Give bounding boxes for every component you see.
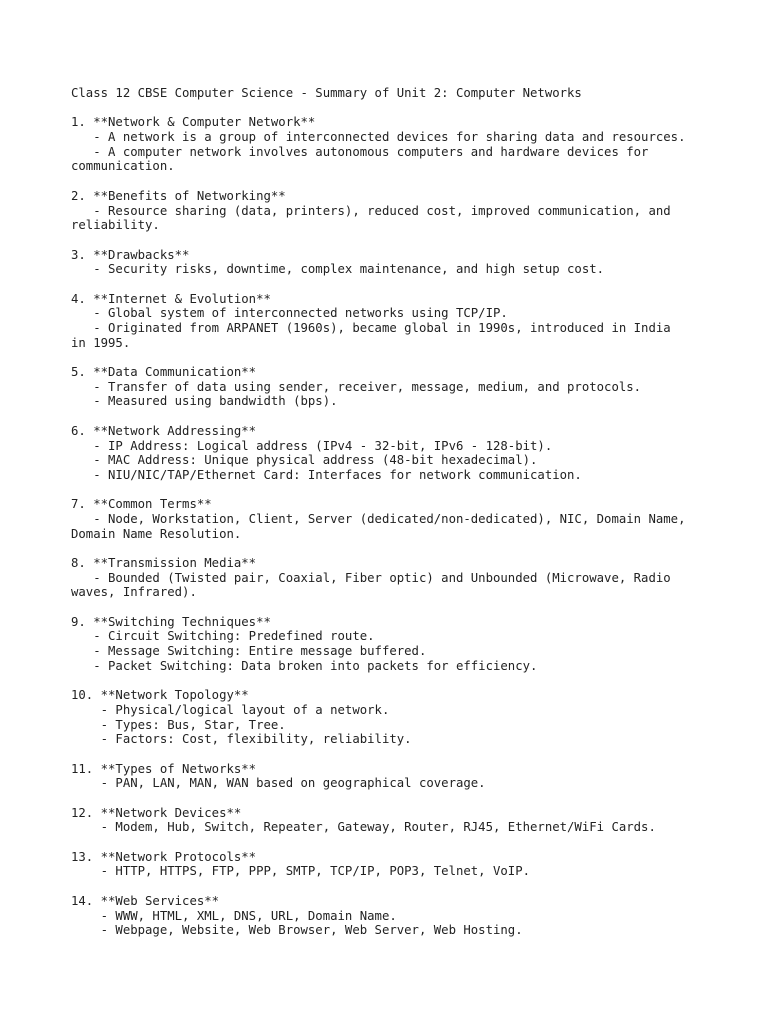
section-line: - PAN, LAN, MAN, WAN based on geographical coverage. xyxy=(71,776,486,791)
section-transmission-media xyxy=(71,556,711,600)
section-line: Domain Name Resolution. xyxy=(71,526,242,541)
section-drawbacks xyxy=(71,248,711,277)
section-heading: 7. **Common Terms** xyxy=(71,497,212,512)
document-page xyxy=(71,86,711,953)
section-line: - MAC Address: Unique physical address (48-bit hexadecimal). xyxy=(71,453,538,468)
section-heading: 12. **Network Devices** xyxy=(71,805,242,820)
section-line: - Webpage, Website, Web Browser, Web Server, Web Hosting. xyxy=(71,923,523,938)
section-line: - WWW, HTML, XML, DNS, URL, Domain Name. xyxy=(71,908,397,923)
section-line: - Resource sharing (data, printers), reduced cost, improved communication, and xyxy=(71,203,671,218)
section-network-protocols xyxy=(71,850,711,879)
section-internet-evolution xyxy=(71,292,711,351)
section-line: - Originated from ARPANET (1960s), became global in 1990s, introduced in India xyxy=(71,321,671,335)
section-line: - NIU/NIC/TAP/Ethernet Card: Interfaces for network communication. xyxy=(71,467,582,482)
section-network-devices xyxy=(71,806,711,835)
section-line: - Security risks, downtime, complex maintenance, and high setup cost. xyxy=(71,262,605,277)
section-types-of-networks xyxy=(71,762,711,791)
section-heading: 3. **Drawbacks** xyxy=(71,247,190,262)
section-network-computer-network xyxy=(71,115,711,174)
section-heading: 10. **Network Topology** xyxy=(71,688,249,703)
section-line: reliability. xyxy=(71,218,160,233)
section-line: - Types: Bus, Star, Tree. xyxy=(71,717,286,732)
section-line: - Physical/logical layout of a network. xyxy=(71,702,390,717)
section-heading: 13. **Network Protocols** xyxy=(71,849,257,864)
section-data-communication xyxy=(71,365,711,409)
section-line: - Node, Workstation, Client, Server (dedicated/non-dedicated), NIC, Domain Name, xyxy=(71,511,686,526)
section-line: - IP Address: Logical address (IPv4 - 32-bit, IPv6 - 128-bit). xyxy=(71,438,553,453)
section-common-terms xyxy=(71,497,711,541)
section-line: - Circuit Switching: Predefined route. xyxy=(71,629,375,644)
section-line: communication. xyxy=(71,159,175,174)
section-heading: 4. **Internet & Evolution** xyxy=(71,291,271,306)
section-heading: 2. **Benefits of Networking** xyxy=(71,188,286,203)
section-heading: 14. **Web Services** xyxy=(71,893,220,908)
section-switching-techniques xyxy=(71,615,711,674)
section-line: - Modem, Hub, Switch, Repeater, Gateway, Router, RJ45, Ethernet/WiFi Cards. xyxy=(71,820,656,835)
section-line: - Transfer of data using sender, receiver, message, medium, and protocols. xyxy=(71,379,642,394)
section-line: waves, Infrared). xyxy=(71,585,197,600)
section-web-services xyxy=(71,894,711,938)
section-line: - Bounded (Twisted pair, Coaxial, Fiber optic) and Unbounded (Microwave, Radio xyxy=(71,570,671,585)
section-line: - A network is a group of interconnected devices for sharing data and resources. xyxy=(71,130,686,145)
section-heading: 9. **Switching Techniques** xyxy=(71,614,271,629)
section-list xyxy=(71,115,711,938)
section-heading: 11. **Types of Networks** xyxy=(71,761,257,776)
section-network-addressing xyxy=(71,424,711,483)
section-line: in 1995. xyxy=(71,335,131,350)
section-heading: 6. **Network Addressing** xyxy=(71,423,257,438)
section-line: - Global system of interconnected networks using TCP/IP. xyxy=(71,306,508,321)
section-line: - A computer network involves autonomous computers and hardware devices for xyxy=(71,144,649,159)
section-network-topology xyxy=(71,688,711,747)
section-heading: 5. **Data Communication** xyxy=(71,365,257,380)
section-benefits-of-networking xyxy=(71,189,711,233)
section-heading: 1. **Network & Computer Network** xyxy=(71,115,316,130)
document-title: Class 12 CBSE Computer Science - Summary of Unit 2: Computer Networks xyxy=(71,86,582,100)
section-line: - Measured using bandwidth (bps). xyxy=(71,394,338,409)
section-line: - Factors: Cost, flexibility, reliability. xyxy=(71,732,412,747)
section-heading: 8. **Transmission Media** xyxy=(71,556,257,570)
section-line: - Message Switching: Entire message buffered. xyxy=(71,644,427,659)
section-line: - Packet Switching: Data broken into packets for efficiency. xyxy=(71,658,538,673)
section-line: - HTTP, HTTPS, FTP, PPP, SMTP, TCP/IP, POP3, Telnet, VoIP. xyxy=(71,864,531,879)
